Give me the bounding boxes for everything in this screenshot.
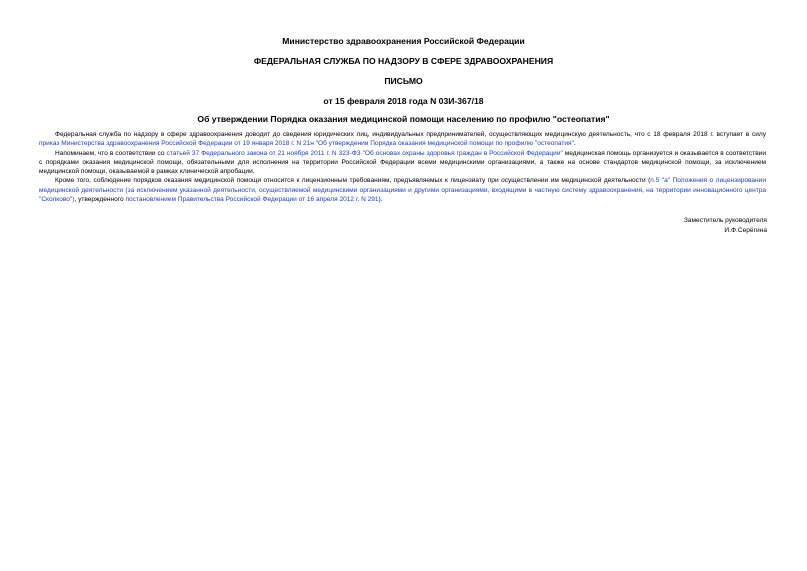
licensing-regulation-link[interactable]: п.5 "а" Положения о лицензировании медицинской деятельности (за исключением указанной деятельности, осуществляемой медицинскими организациями и другими организациями, входящими в частную систему здравоохранения, на территории инновационного центра "Сколково")	[39, 177, 766, 204]
paragraph-3-text-c: ).	[378, 196, 383, 204]
federal-law-link[interactable]: статьей 37 Федерального закона от 21 ноября 2011 г. N 323-ФЗ "Об основах охраны здоровья граждан в Российской Федерации"	[166, 149, 563, 157]
paragraph-3-text-b: , утвержденного	[74, 196, 126, 204]
service-heading: ФЕДЕРАЛЬНАЯ СЛУЖБА ПО НАДЗОРУ В СФЕРЕ ЗДРАВООХРАНЕНИЯ	[253, 56, 554, 66]
letter-body	[39, 130, 766, 204]
paragraph-3	[39, 176, 766, 204]
paragraph-3-text-a: Кроме того, соблюдение порядков оказания медицинской помощи относится к лицензионным требованиям, предъявляемых к лицензиату при осуществлении им медицинской деятельности (	[55, 177, 651, 185]
signatory-position: Заместитель руководителя	[683, 217, 767, 224]
document-type: ПИСЬМО	[384, 76, 423, 86]
paragraph-2-text-b: медицинская помощь организуется и оказывается в соответствии с порядками оказания медицинской помощи, обязательными для исполнения на территории Российской Федерации всеми медицинскими организациями, а также на основе стандартов медицинской помощи, за исключением медицинской помощи, оказываемой в рамках клинической апробации.	[39, 149, 766, 176]
paragraph-1-text-b: .	[573, 140, 576, 148]
paragraph-1-text-a: Федеральная служба по надзору в сфере здравоохранения доводит до сведения юридических лиц, индивидуальных предпринимателей, осуществляющих медицинскую деятельность, что с 18 февраля 2018 г. вступает в силу	[55, 131, 766, 138]
paragraph-2	[39, 149, 766, 177]
document-date-number: от 15 февраля 2018 года N 03И-367/18	[323, 96, 484, 106]
paragraph-1	[39, 130, 766, 149]
signatory-name: И.Ф.Серёгина	[724, 227, 767, 234]
government-decree-link[interactable]: постановлением Правительства Российской Федерации от 16 апреля 2012 г. N 291	[125, 196, 379, 204]
paragraph-2-text-a: Напоминаем, что в соответствии со	[55, 149, 167, 157]
ministry-heading: Министерство здравоохранения Российской Федерации	[282, 36, 525, 46]
order-link[interactable]: приказ Министерства здравоохранения Российской Федерации от 19 января 2018 г. N 21н "Об утверждении Порядка оказания медицинской помощи по профилю "остеопатия"	[39, 140, 574, 148]
document-subject: Об утверждении Порядка оказания медицинской помощи населению по профилю "остеопатия"	[197, 114, 610, 124]
